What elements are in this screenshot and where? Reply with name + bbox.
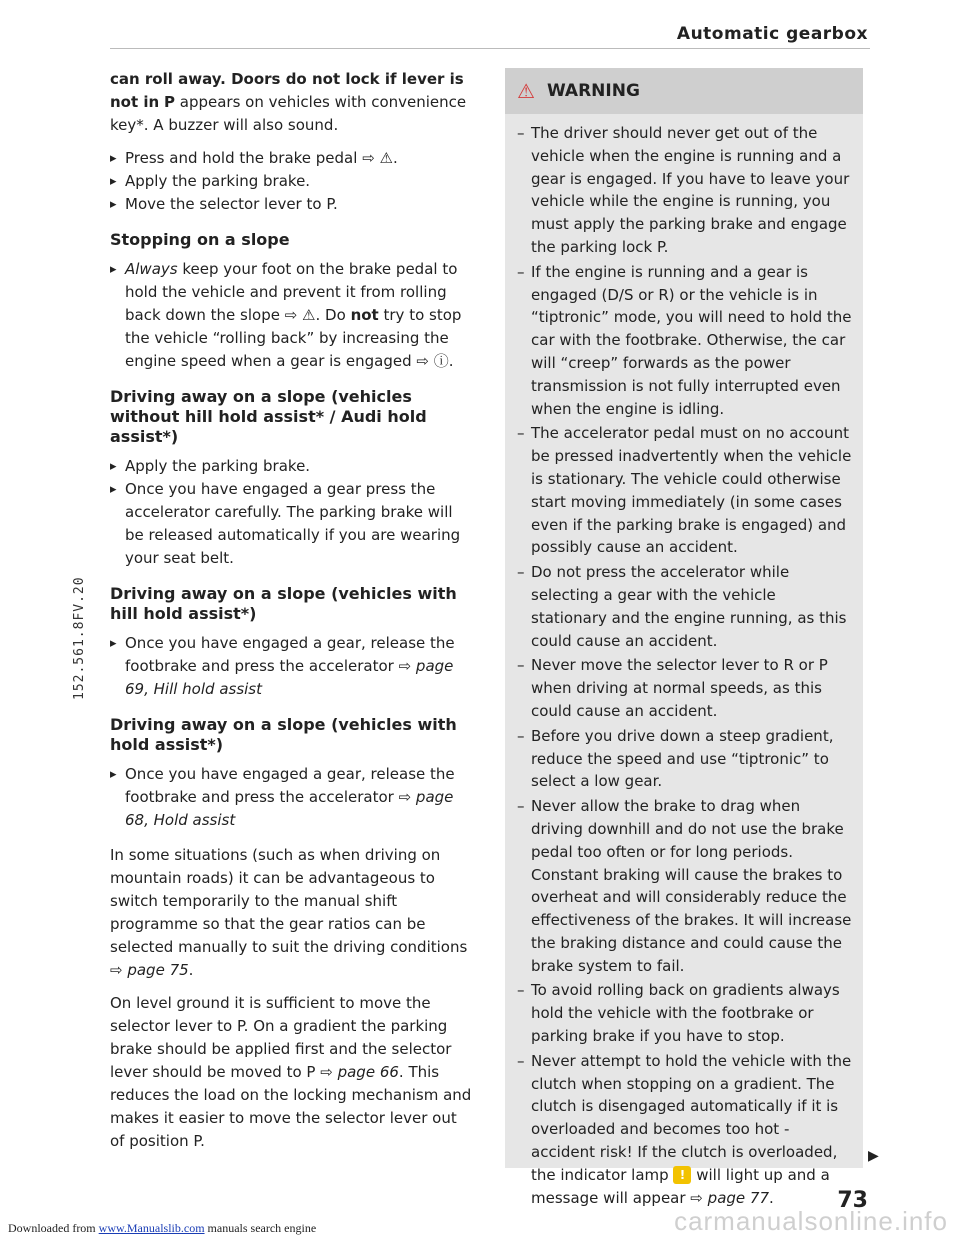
list-item: ▸ Once you have engaged a gear, release the footbrake and press the accelerator ⇨ page 68, Hold assist [110,763,475,832]
warning-item: – Never allow the brake to drag when driving downhill and do not use the brake pedal too often or for long periods. Constant braking will cause the brakes to overheat and will considerably reduce the effectiveness of the brakes. It will increase the braking distance and could cause the brake system to fail. [517,795,853,977]
left-column [110,68,475,1163]
document-code: 152.561.8FV.20 [72,576,87,700]
manualslib-link[interactable]: www.Manualslib.com [98,1221,205,1235]
warning-item: – The driver should never get out of the vehicle when the engine is running and a gear is engaged. If you have to leave your vehicle while the engine is running, you must apply the parking brake and engage the parking lock P. [517,122,853,259]
intro-paragraph: can roll away. Doors do not lock if lever is not in P appears on vehicles with convenience key*. A buzzer will also sound. [110,70,467,134]
bullet-list-parking [110,147,475,216]
paragraph-level-ground: On level ground it is sufficient to move the selector lever to P. On a gradient the parking brake should be applied first and the selector lever should be moved to P ⇨ page 66. This reduces the load on the locking mechanism and makes it easier to move the selector lever out of position P. [110,994,472,1150]
warning-item: – To avoid rolling back on gradients always hold the vehicle with the footbrake or parking brake if you have to stop. [517,979,853,1047]
list-item: ▸ Move the selector lever to P. [110,193,475,216]
warning-item: – Do not press the accelerator while selecting a gear with the vehicle stationary and the engine running, as this could cause an accident. [517,561,853,652]
page-header-title: Automatic gearbox [676,24,868,44]
header-rule [110,48,870,49]
list-item: ▸ Always keep your foot on the brake pedal to hold the vehicle and prevent it from rolling back down the slope ⇨ ⚠. Do not try to stop the vehicle “rolling back” by increasing the engine speed when a gear is engaged ⇨ ⓘ. [110,258,475,373]
list-item: ▸ Once you have engaged a gear, release the footbrake and press the accelerator ⇨ page 69, Hill hold assist [110,632,475,701]
warning-item: – If the engine is running and a gear is engaged (D/S or R) or the vehicle is in “tiptronic” mode, you will need to hold the car with the footbrake. Otherwise, the car will “creep” forwards as the power transmission is not fully interrupted even when the engine is idling. [517,261,853,421]
warning-item: – The accelerator pedal must on no account be pressed inadvertently when the vehicle is stationary. The vehicle could otherwise start moving immediately (in some cases even if the parking brake is engaged) and possibly cause an accident. [517,422,853,559]
warning-item: – Never attempt to hold the vehicle with the clutch when stopping on a gradient. The clutch is disengaged automatically if it is overloaded and becomes too hot - accident risk! If the clutch is overloaded, the indicator lamp ! will light up and a message will appear ⇨ page 77. [517,1050,853,1210]
cross-reference-link[interactable]: page 66 [337,1063,399,1081]
clutch-warning-lamp-icon: ! [673,1166,691,1184]
warning-title: WARNING [546,80,640,101]
list-item: ▸ Apply the parking brake. [110,170,475,193]
warning-header [505,68,863,114]
heading-stopping-on-slope: Stopping on a slope [110,230,290,249]
warning-item: – Never move the selector lever to R or P when driving at normal speeds, as this could cause an accident. [517,654,853,722]
paragraph-manual-shift: In some situations (such as when driving on mountain roads) it can be advantageous to switch temporarily to the manual shift programme so that the gear ratios can be selected manually to suit the driving conditions ⇨ page 75. [110,846,468,979]
page-number: 73 [837,1188,868,1213]
cross-reference-link[interactable]: page 69, Hill hold assist [125,657,454,698]
watermark: carmanualsonline.info [674,1206,948,1236]
cross-reference-link[interactable]: page 68, Hold assist [125,788,454,829]
list-item: ▸ Apply the parking brake. [110,455,475,478]
continue-arrow-icon: ▶ [868,1148,879,1164]
warning-triangle-icon: ⚠ [517,78,535,103]
heading-without-hold-assist: Driving away on a slope (vehicles without hill hold assist* / Audi hold assist*) [110,387,427,446]
cross-reference-link[interactable]: ⇨ page 75 [110,961,189,979]
cross-reference-link[interactable]: page 77 [707,1188,769,1207]
list-item: ▸ Press and hold the brake pedal ⇨ ⚠. [110,147,475,170]
download-footer: Downloaded from www.Manualslib.com manuals search engine [8,1221,317,1235]
list-item: ▸ Once you have engaged a gear press the accelerator carefully. The parking brake will be released automatically if you are wearing your seat belt. [110,478,475,570]
heading-hold-assist: Driving away on a slope (vehicles with hold assist*) [110,715,457,754]
heading-hill-hold-assist: Driving away on a slope (vehicles with hill hold assist*) [110,584,457,623]
warning-item: – Before you drive down a steep gradient, reduce the speed and use “tiptronic” to select a low gear. [517,725,853,793]
warning-list [505,114,863,1209]
